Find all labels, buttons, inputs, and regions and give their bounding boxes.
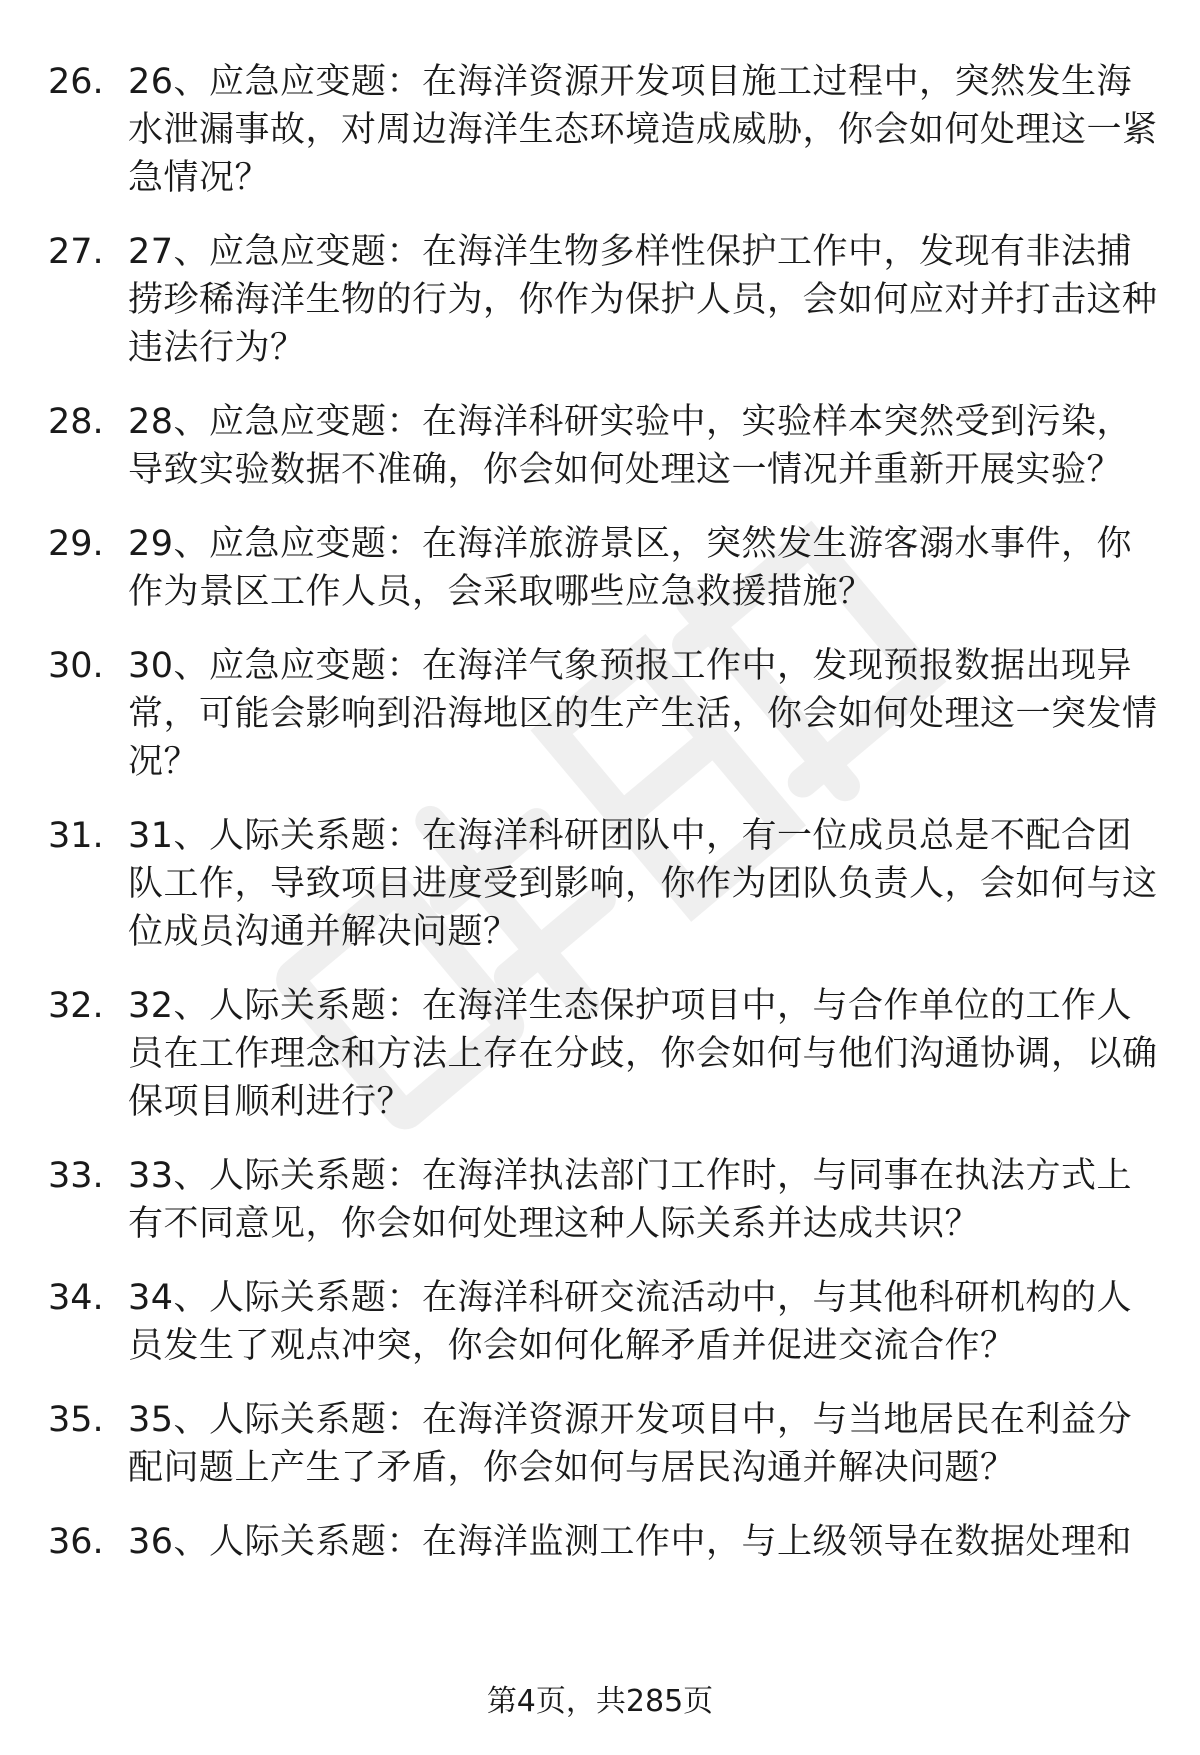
question-text: 28、应急应变题：在海洋科研实验中，实验样本突然受到污染，导致实验数据不准确，你会如何处理这一情况并重新开展实验？ [128,402,1133,490]
question-number: 36. [48,1522,104,1562]
question-number: 29. [48,524,104,564]
question-item [48,1518,1158,1566]
question-number: 30. [48,646,104,686]
question-item [48,398,1158,494]
question-text: 26、应急应变题：在海洋资源开发项目施工过程中，突然发生海水泄漏事故，对周边海洋生态环境造成威胁，你会如何处理这一紧急情况？ [128,62,1158,198]
question-item [48,1274,1158,1370]
question-number: 27. [48,232,104,272]
question-item [48,520,1158,616]
page-footer [0,1682,1200,1722]
question-text: 30、应急应变题：在海洋气象预报工作中，发现预报数据出现异常，可能会影响到沿海地区的生产生活，你会如何处理这一突发情况？ [128,646,1158,782]
question-item [48,228,1158,372]
question-number: 28. [48,402,104,442]
question-text: 35、人际关系题：在海洋资源开发项目中，与当地居民在利益分配问题上产生了矛盾，你会如何与居民沟通并解决问题？ [128,1400,1133,1488]
question-text: 27、应急应变题：在海洋生物多样性保护工作中，发现有非法捕捞珍稀海洋生物的行为，你作为保护人员，会如何应对并打击这种违法行为？ [128,232,1158,368]
question-item [48,1396,1158,1492]
question-item [48,642,1158,786]
question-item [48,812,1158,956]
question-text: 33、人际关系题：在海洋执法部门工作时，与同事在执法方式上有不同意见，你会如何处理这种人际关系并达成共识？ [128,1156,1133,1244]
question-item [48,1152,1158,1248]
question-text: 31、人际关系题：在海洋科研团队中，有一位成员总是不配合团队工作，导致项目进度受到影响，你作为团队负责人，会如何与这位成员沟通并解决问题？ [128,816,1158,952]
question-text: 36、人际关系题：在海洋监测工作中，与上级领导在数据处理和 [128,1522,1133,1562]
question-number: 32. [48,986,104,1026]
question-number: 31. [48,816,104,856]
question-number: 33. [48,1156,104,1196]
question-text: 29、应急应变题：在海洋旅游景区，突然发生游客溺水事件，你作为景区工作人员，会采取哪些应急救援措施？ [128,524,1133,612]
question-number: 26. [48,62,104,102]
question-item [48,982,1158,1126]
question-item [48,58,1158,202]
question-text: 34、人际关系题：在海洋科研交流活动中，与其他科研机构的人员发生了观点冲突，你会如何化解矛盾并促进交流合作？ [128,1278,1133,1366]
question-number: 34. [48,1278,104,1318]
page-number-label: 第4页，共285页 [486,1684,714,1719]
question-text: 32、人际关系题：在海洋生态保护项目中，与合作单位的工作人员在工作理念和方法上存在分歧，你会如何与他们沟通协调，以确保项目顺利进行？ [128,986,1158,1122]
question-number: 35. [48,1400,104,1440]
question-list [48,58,1158,1592]
